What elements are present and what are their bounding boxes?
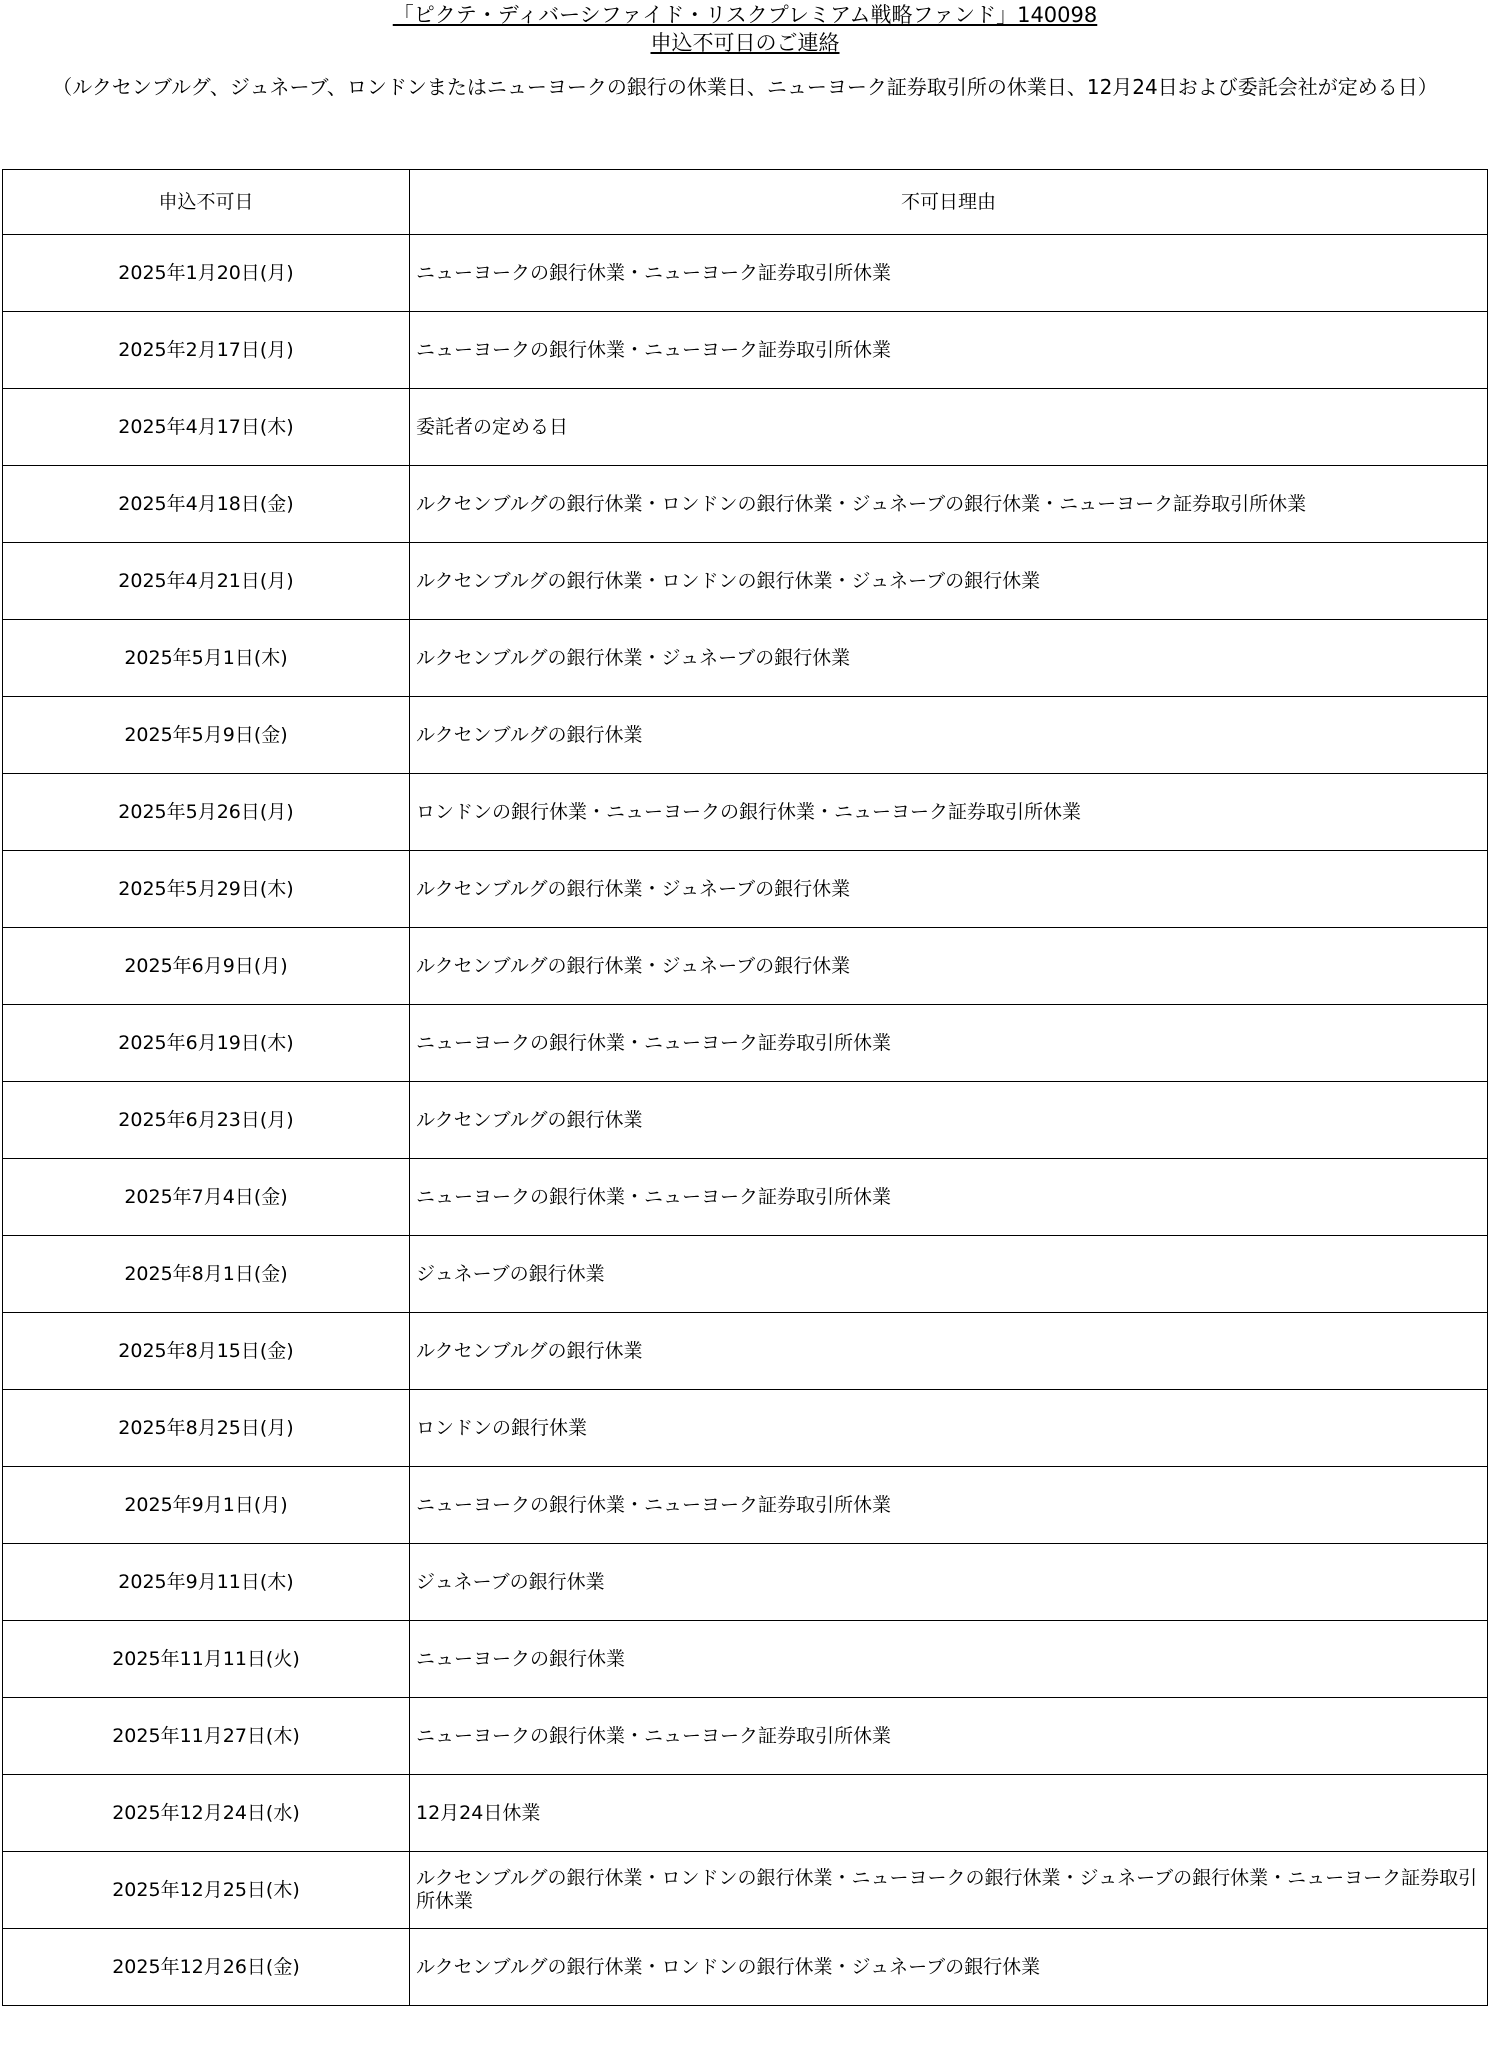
table-row: [3, 851, 1488, 928]
closed-reason-cell: ニューヨークの銀行休業・ニューヨーク証券取引所休業: [410, 1159, 1488, 1236]
closed-date-cell: 2025年6月23日(月): [3, 1082, 410, 1159]
closed-reason-cell: ルクセンブルグの銀行休業・ロンドンの銀行休業・ジュネーブの銀行休業: [410, 1929, 1488, 2006]
closed-reason-cell: ニューヨークの銀行休業・ニューヨーク証券取引所休業: [410, 1698, 1488, 1775]
closed-days-table: [2, 169, 1488, 2006]
table-row: [3, 235, 1488, 312]
closed-date-cell: 2025年9月11日(木): [3, 1544, 410, 1621]
column-header-date: 申込不可日: [3, 170, 410, 235]
closed-date-cell: 2025年4月21日(月): [3, 543, 410, 620]
closed-reason-cell: ルクセンブルグの銀行休業: [410, 1313, 1488, 1390]
closed-reason-cell: ニューヨークの銀行休業・ニューヨーク証券取引所休業: [410, 235, 1488, 312]
table-row: [3, 1313, 1488, 1390]
table-row: [3, 312, 1488, 389]
table-row: [3, 1698, 1488, 1775]
table-row: [3, 1467, 1488, 1544]
closed-reason-cell: ルクセンブルグの銀行休業: [410, 1082, 1488, 1159]
closed-date-cell: 2025年12月26日(金): [3, 1929, 410, 2006]
closed-reason-cell: ロンドンの銀行休業: [410, 1390, 1488, 1467]
closed-reason-cell: 委託者の定める日: [410, 389, 1488, 466]
closed-date-cell: 2025年4月18日(金): [3, 466, 410, 543]
closed-date-cell: 2025年5月1日(木): [3, 620, 410, 697]
table-row: [3, 1544, 1488, 1621]
closed-date-cell: 2025年11月11日(火): [3, 1621, 410, 1698]
table-row: [3, 1082, 1488, 1159]
table-row: [3, 1005, 1488, 1082]
column-header-reason: 不可日理由: [410, 170, 1488, 235]
closed-date-cell: 2025年5月29日(木): [3, 851, 410, 928]
closed-reason-cell: ジュネーブの銀行休業: [410, 1544, 1488, 1621]
table-row: [3, 1929, 1488, 2006]
closed-days-table-container: [2, 169, 1488, 2006]
table-row: [3, 1390, 1488, 1467]
closed-reason-cell: ルクセンブルグの銀行休業・ジュネーブの銀行休業: [410, 620, 1488, 697]
closed-date-cell: 2025年8月25日(月): [3, 1390, 410, 1467]
table-row: [3, 1852, 1488, 1929]
closed-date-cell: 2025年11月27日(木): [3, 1698, 410, 1775]
table-row: [3, 774, 1488, 851]
closed-date-cell: 2025年12月25日(木): [3, 1852, 410, 1929]
document-subheading: 申込不可日のご連絡: [650, 31, 840, 55]
closed-date-cell: 2025年6月9日(月): [3, 928, 410, 1005]
closed-date-cell: 2025年4月17日(木): [3, 389, 410, 466]
closed-date-cell: 2025年5月9日(金): [3, 697, 410, 774]
table-row: [3, 1621, 1488, 1698]
closed-date-cell: 2025年5月26日(月): [3, 774, 410, 851]
closed-date-cell: 2025年12月24日(水): [3, 1775, 410, 1852]
closed-reason-cell: ルクセンブルグの銀行休業・ジュネーブの銀行休業: [410, 928, 1488, 1005]
closed-reason-cell: ルクセンブルグの銀行休業: [410, 697, 1488, 774]
closed-reason-cell: ニューヨークの銀行休業・ニューヨーク証券取引所休業: [410, 312, 1488, 389]
table-row: [3, 620, 1488, 697]
closed-reason-cell: ニューヨークの銀行休業: [410, 1621, 1488, 1698]
closed-reason-cell: 12月24日休業: [410, 1775, 1488, 1852]
closed-reason-cell: ルクセンブルグの銀行休業・ロンドンの銀行休業・ジュネーブの銀行休業・ニューヨーク証券取引所休業: [410, 466, 1488, 543]
scope-note: （ルクセンブルグ、ジュネーブ、ロンドンまたはニューヨークの銀行の休業日、ニューヨーク証券取引所の休業日、12月24日および委託会社が定める日）: [52, 75, 1438, 99]
closed-reason-cell: ニューヨークの銀行休業・ニューヨーク証券取引所休業: [410, 1005, 1488, 1082]
closed-date-cell: 2025年9月1日(月): [3, 1467, 410, 1544]
closed-reason-cell: ニューヨークの銀行休業・ニューヨーク証券取引所休業: [410, 1467, 1488, 1544]
table-row: [3, 543, 1488, 620]
closed-reason-cell: ルクセンブルグの銀行休業・ロンドンの銀行休業・ジュネーブの銀行休業: [410, 543, 1488, 620]
table-row: [3, 1236, 1488, 1313]
closed-date-cell: 2025年1月20日(月): [3, 235, 410, 312]
table-header-row: [3, 170, 1488, 235]
closed-date-cell: 2025年2月17日(月): [3, 312, 410, 389]
table-row: [3, 466, 1488, 543]
closed-reason-cell: ルクセンブルグの銀行休業・ロンドンの銀行休業・ニューヨークの銀行休業・ジュネーブの銀行休業・ニューヨーク証券取引所休業: [410, 1852, 1488, 1929]
table-row: [3, 697, 1488, 774]
closed-reason-cell: ロンドンの銀行休業・ニューヨークの銀行休業・ニューヨーク証券取引所休業: [410, 774, 1488, 851]
table-row: [3, 928, 1488, 1005]
closed-date-cell: 2025年8月1日(金): [3, 1236, 410, 1313]
table-row: [3, 1159, 1488, 1236]
table-row: [3, 1775, 1488, 1852]
table-row: [3, 389, 1488, 466]
document-title: 「ピクテ・ディバーシファイド・リスクプレミアム戦略ファンド」140098: [392, 3, 1098, 27]
closed-date-cell: 2025年8月15日(金): [3, 1313, 410, 1390]
closed-date-cell: 2025年7月4日(金): [3, 1159, 410, 1236]
closed-reason-cell: ルクセンブルグの銀行休業・ジュネーブの銀行休業: [410, 851, 1488, 928]
closed-reason-cell: ジュネーブの銀行休業: [410, 1236, 1488, 1313]
closed-date-cell: 2025年6月19日(木): [3, 1005, 410, 1082]
